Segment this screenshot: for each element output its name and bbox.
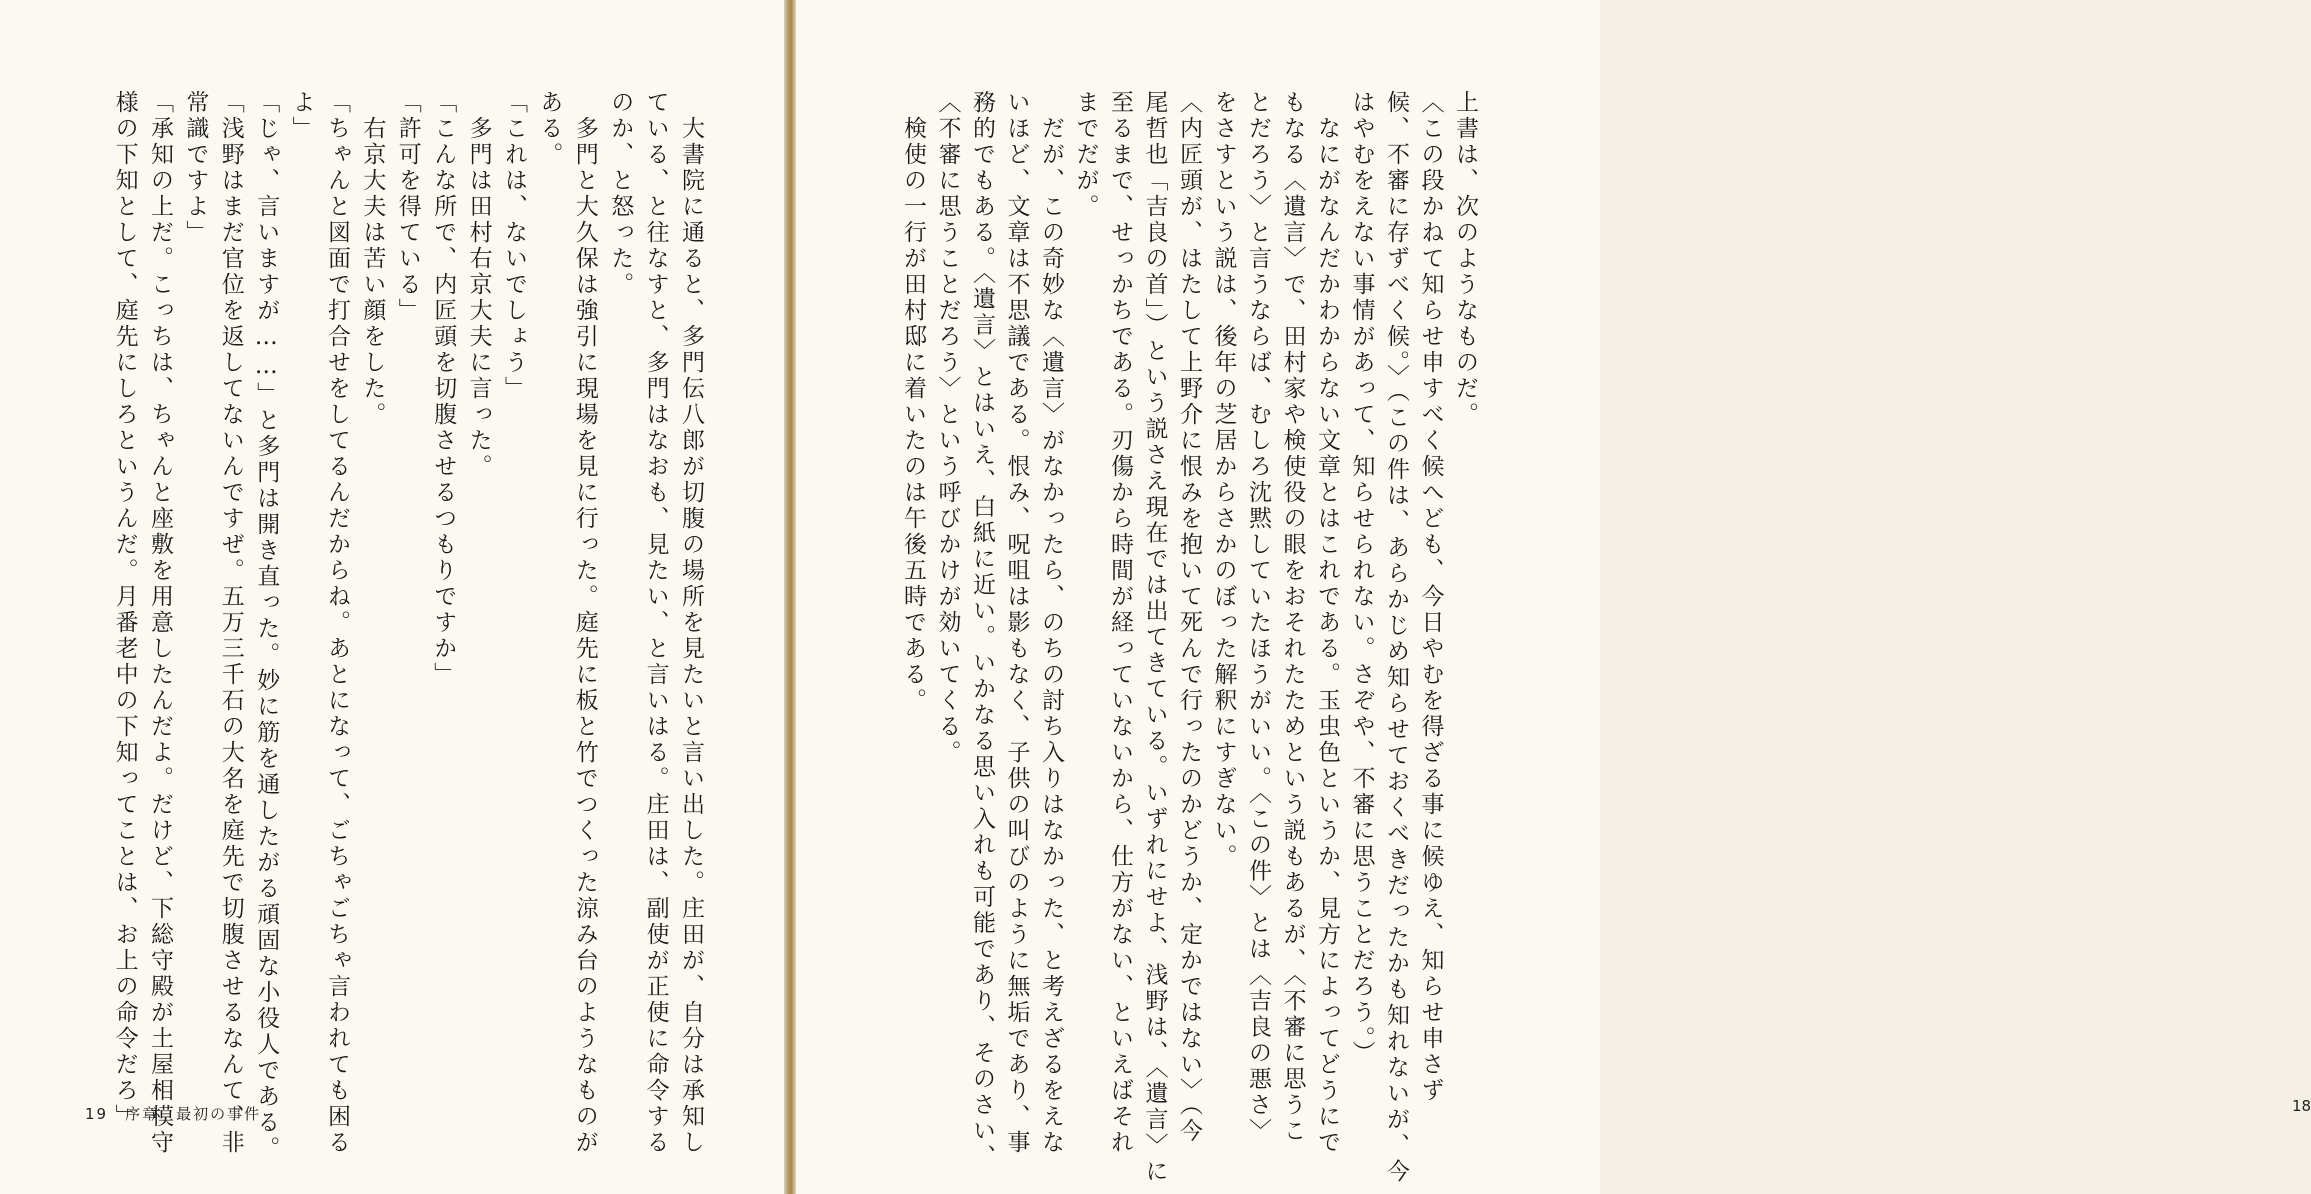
text-column: 「承知の上だ。こっちは、ちゃんと座敷を用意したんだよ。だけど、下総守殿が土屋相模守 — [147, 90, 173, 1156]
text-column: 「こんな所で、内匠頭を切腹させるつもりですか」 — [430, 90, 457, 688]
text-column: 「これは、ないでしょう」 — [501, 90, 527, 402]
text-column: 〈内匠頭が、はたして上野介に恨みを抱いて死んで行ったのかどうか、定かではない〉（今 — [1176, 90, 1202, 1145]
text-column: 〈この段かねて知らせ申すべく候へども、今日やむを得ざる事に候ゆえ、知らせ申さず — [1417, 90, 1444, 1104]
text-column: 多門は田村右京大夫に言った。 — [465, 90, 492, 480]
left-page — [0, 0, 784, 1194]
text-column: 検使の一行が田村邸に着いたのは午後五時である。 — [900, 90, 926, 714]
left-running-footer: 19 序章 最初の事件 — [85, 1105, 262, 1123]
text-column: はやむをえない事情があって、知らせられない。さぞや、不審に思うことだろう。） — [1348, 90, 1375, 1067]
text-column: 〈不審に思うことだろう〉という呼びかけが効いてくる。 — [934, 90, 961, 766]
text-column: 「浅野はまだ官位を返してないんですぜ。五万三千石の大名を庭先で切腹させるなんて、非 — [217, 90, 244, 1156]
text-column: 至るまで、せっかちである。刃傷から時間が経っていないから、仕方がない、といえばそれ — [1107, 90, 1133, 1156]
text-column: ある。 — [536, 90, 563, 168]
book-gutter — [784, 0, 796, 1194]
right-page-number: 18 — [2292, 1097, 2311, 1115]
text-column: のか、と怒った。 — [607, 90, 634, 298]
text-column: 務的でもある。〈遺言〉とはいえ、白紙に近い。いかなる思い入れも可能であり、そのさい、 — [969, 90, 995, 1171]
text-column: 多門と大久保は強引に現場を見に行った。庭先に板と竹でつくった涼み台のようなものが — [571, 90, 598, 1156]
text-column: よ」 — [288, 90, 315, 142]
text-column: いほど、文章は不思議である。恨み、呪咀は影もなく、子供の叫びのように無垢であり、事 — [1003, 90, 1030, 1156]
text-column: なにがなんだかわからない文章とはこれである。玉虫色というか、見方によってどうにで — [1314, 90, 1340, 1156]
text-column: ている、と往なすと、多門はなおも、見たい、と言いはる。庄田は、副使が正使に命令する — [642, 90, 669, 1156]
text-column: 上書は、次のようなものだ。 — [1452, 90, 1478, 428]
text-column: 「ちゃんと図面で打合せをしてるんだからね。あとになって、ごちゃごちゃ言われても困る — [324, 90, 350, 1156]
text-column: とだろう〉と言うならば、むしろ沈黙していたほうがいい。〈この件〉とは〈吉良の悪さ〉 — [1245, 90, 1271, 1145]
text-column: もなる〈遺言〉で、田村家や検使役の眼をおそれたためという説もあるが、〈不審に思うこ — [1279, 90, 1306, 1145]
text-column: 様の下知として、庭先にしろというんだ。月番老中の下知ってことは、お上の命令だろ」 — [111, 90, 138, 1130]
text-column: までだが。 — [1072, 90, 1099, 220]
text-column: 「許可を得ている」 — [394, 90, 421, 324]
text-column: 大書院に通ると、多門伝八郎が切腹の場所を見たいと言い出した。庄田が、自分は承知し — [678, 90, 704, 1156]
text-column: をさすという説は、後年の芝居からさかのぼった解釈にすぎない。 — [1210, 90, 1237, 870]
text-column: 右京大夫は苦い顔をした。 — [359, 90, 386, 428]
text-column: 「じゃ、言いますが……」と多門は開き直った。妙に筋を通したがる頑固な小役人である。 — [253, 90, 280, 1162]
text-column: 常識ですよ」 — [182, 90, 209, 246]
right-page — [796, 0, 2311, 1194]
text-column: だが、この奇妙な〈遺言〉がなかったら、のちの討ち入りはなかった、と考えざるをえな — [1038, 90, 1064, 1156]
text-column: 候、不審に存ずべく候。〉（この件は、あらかじめ知らせておくべきだったかも知れないが、今 — [1383, 90, 1409, 1185]
text-column: 尾哲也「吉良の首」）という説さえ現在では出てきている。いずれにせよ、浅野は、〈遺言〉に — [1141, 90, 1168, 1185]
